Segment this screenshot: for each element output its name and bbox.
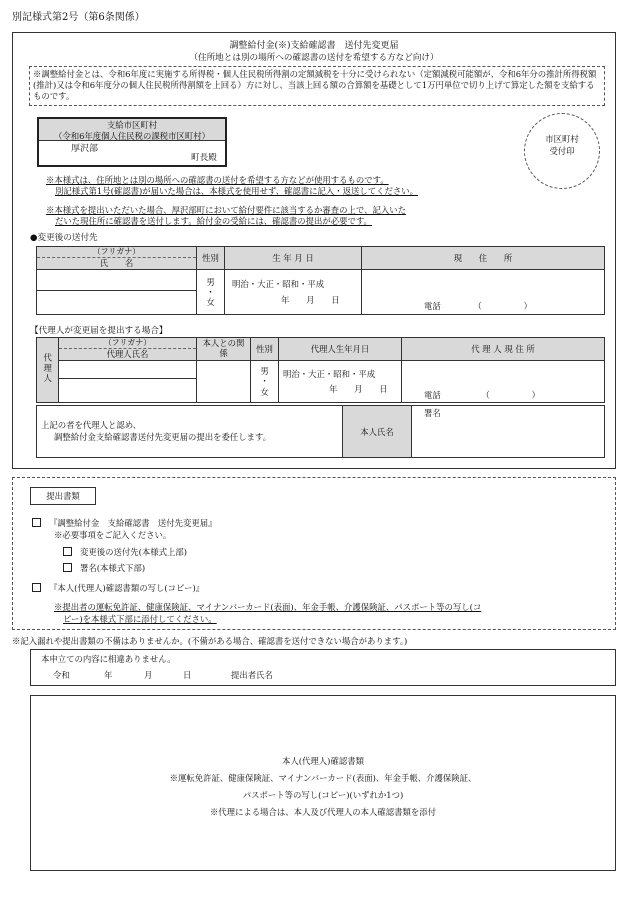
form-title: 調整給付金(※)支給確認書 送付先変更届 [229,41,399,51]
declaration-era: 令和 [53,670,70,680]
principal-name-label: 本人氏名 [360,427,394,437]
addressee-suffix: 町長殿 [191,153,217,163]
declaration-text: 本申立ての内容に相違ありません。 [41,654,176,664]
recipient-birth-header: 生 年 月 日 [225,247,362,270]
agent-address-header: 代 理 人 現 住 所 [402,338,605,361]
recipient-sex-field[interactable] [197,270,225,315]
recipient-name-header: 氏 名 [37,258,197,270]
delegation-box [36,405,605,458]
declaration-year: 年 [104,670,113,680]
addressee-header [37,117,227,141]
doc-item-1[interactable] [32,518,217,529]
doc-item-2-checkbox[interactable] [32,583,41,592]
id-attachment-area [30,695,616,871]
note-1a: ※本様式は、住所地とは別の場所への確認書の送付を希望する方などが使用するものです。 [46,175,389,185]
doc-item-2[interactable] [32,583,204,594]
agent-relation-header: 本人との関係 [197,338,251,361]
agent-sex-female: 女 [260,386,269,397]
agent-ymd: 年 月 日 [329,383,388,394]
recipient-name-field[interactable] [37,291,197,315]
recipient-phone-label: 電話 [424,300,441,311]
attach-title: 本人(代理人)確認書類 [282,756,364,766]
signature-label: 署名 [424,408,441,418]
doc-item-2-note-2: ピー)を本様式下部に添付してください。 [63,614,217,624]
agent-birth-header: 代理人生年月日 [279,338,402,361]
declaration-month: 月 [144,670,153,680]
agent-address-field[interactable] [402,361,605,403]
agent-birth-field[interactable] [279,361,402,403]
documents-title-box [30,487,96,505]
agent-furigana-header: （フリガナ） [59,338,197,349]
agent-sex-header: 性別 [251,338,279,361]
delegation-line-1: 上記の者を代理人と認め、 [41,420,142,430]
agent-phone-paren: （ ） [481,389,541,400]
agent-relation-field[interactable] [197,361,251,403]
doc-item-2-note-1: ※提出者の運転免許証、健康保険証、マイナンバーカード(表面)、年金手帳、介護保険証、パスポート等の写し(コ [54,602,482,612]
section2-title: 【代理人が変更届を提出する場合】 [30,326,168,336]
declaration-box [30,649,616,686]
doc-item-1-sub-2-label: 署名(本様式下部) [80,563,146,573]
stamp-label-1: 市区町村 [545,134,579,144]
agent-table [36,337,605,403]
recipient-ymd: 年 月 日 [281,294,340,305]
doc-item-1-sub-2-checkbox[interactable] [63,563,72,572]
agent-sex-field[interactable] [251,361,279,403]
doc-item-1-label: 『調整給付金 支給確認書 送付先変更届』 [49,518,217,528]
doc-item-1-sub-1[interactable] [63,547,187,558]
definition-note-box [29,66,605,106]
attach-line-1: ※運転免許証、健康保険証、マイナンバーカード(表面)、年金手帳、介護保険証、 [169,773,477,783]
recipient-sex-female: 女 [206,297,215,308]
incomplete-warning: ※記入漏れや提出書類の不備はありませんか。(不備がある場合、確認書を送付できない場合があります。) [12,636,408,646]
doc-item-1-sub-1-checkbox[interactable] [63,547,72,556]
doc-item-1-checkbox[interactable] [32,518,41,527]
documents-title: 提出書類 [46,491,80,501]
attach-line-3: ※代理による場合は、本人及び代理人の本人確認書類を添付 [209,807,437,817]
agent-side-label: 代理人 [37,338,59,403]
recipient-sex-male: 男 [206,276,215,287]
section1-title: ●変更後の送付先 [30,233,98,243]
recipient-phone-paren: （ ） [473,300,533,311]
addressee-header-line1: 支給市区町村 [106,120,158,130]
form-number: 別記様式第2号（第6条関係） [12,12,145,23]
recipient-table [36,246,605,315]
agent-phone-label: 電話 [424,389,441,400]
recipient-address-field[interactable] [362,270,605,315]
note-2a: ※本様式を提出いただいた場合、厚沢部町において給付要件に該当するか審査の上で、記入いた [46,205,406,215]
recipient-era-options: 明治・大正・昭和・平成 [232,279,325,289]
doc-item-1-note: ※必要事項をご記入ください。 [54,530,172,540]
doc-item-1-sub-2[interactable] [63,563,145,574]
recipient-furigana-field[interactable] [37,270,197,291]
submitter-name-label: 提出者氏名 [231,670,273,680]
doc-item-2-label: 『本人(代理人)確認書類の写し(コピー)』 [49,583,205,593]
note-2b: だいた現住所に確認書を送付します。給付金の受給には、確認書の提出が必要です。 [55,216,372,226]
delegation-line-2: 調整給付金支給確認書送付先変更届の提出を委任します。 [54,432,272,442]
addressee-box [37,140,227,167]
recipient-sex-dot: ・ [206,286,215,297]
reception-stamp-circle [524,113,600,189]
addressee-town: 厚沢部 [71,144,99,154]
agent-name-header: 代理人氏名 [59,349,197,361]
agent-era-options: 明治・大正・昭和・平成 [283,369,376,379]
recipient-birth-field[interactable] [225,270,362,315]
agent-sex-dot: ・ [260,376,269,387]
agent-name-field[interactable] [59,379,197,403]
recipient-sex-header: 性別 [197,247,225,270]
recipient-address-header: 現 住 所 [362,247,605,270]
principal-name-label-cell [342,405,412,458]
attach-line-2: パスポート等の写し(コピー)(いずれか1つ) [242,790,404,800]
stamp-label-2: 受付印 [549,145,575,156]
form-subtitle: （住所地とは別の場所への確認書の送付を希望する方など向け） [189,53,439,63]
declaration-day: 日 [183,670,192,680]
agent-sex-male: 男 [260,366,269,377]
principal-signature-field[interactable] [412,406,605,457]
note-1b: 別記様式第1号(確認書)が届いた場合は、本様式を使用せず、確認書に記入・返送してください。 [55,186,418,196]
definition-note: ※調整給付金とは、令和6年度に実施する所得税・個人住民税所得割の定額減税を十分に受けられない（定額減税可能額が、令和6年分の推計所得税額(推計)又は令和6年度分の個人住民税所得割額を上回る）方に対し、当該上回る額の合算額を基礎として1万円単位で切り上げて算定した額を支給するものです。 [33,69,597,101]
addressee-header-line2: （令和6年度個人住民税の課税市区町村） [53,130,211,141]
doc-item-1-sub-1-label: 変更後の送付先(本様式上部) [80,547,188,557]
recipient-furigana-header: （フリガナ） [37,247,197,258]
agent-furigana-field[interactable] [59,361,197,379]
